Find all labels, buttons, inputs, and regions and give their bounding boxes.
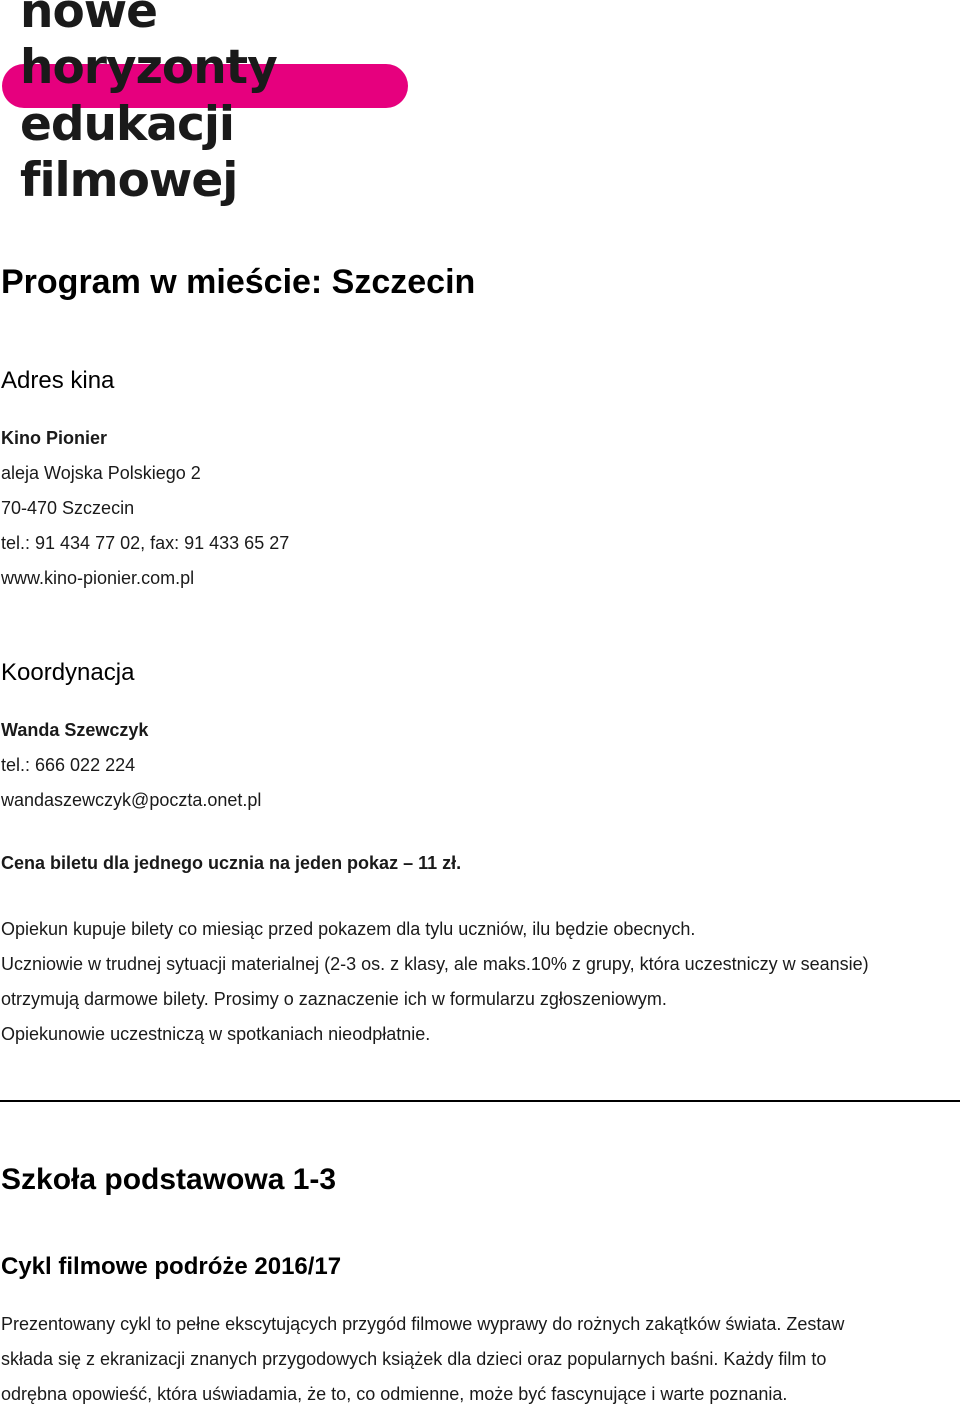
cycle-title: Cykl filmowe podróże 2016/17 (1, 1253, 342, 1280)
ticket-price: Cena biletu dla jednego ucznia na jeden pokaz – 11 zł. (1, 853, 462, 873)
cinema-street: aleja Wojska Polskiego 2 (1, 463, 201, 483)
info-line-3: otrzymują darmowe bilety. Prosimy o zaznaczenie ich w formularzu zgłoszeniowym. (1, 989, 667, 1009)
coordinator-email-link[interactable]: wandaszewczyk@poczta.onet.pl (1, 790, 262, 810)
cinema-name: Kino Pionier (1, 428, 108, 448)
nhef-logo (0, 0, 420, 215)
info-line-1: Opiekun kupuje bilety co miesiąc przed pokazem dla tylu uczniów, ilu będzie obecnych. (1, 919, 696, 939)
coordinator-phone: tel.: 666 022 224 (1, 755, 136, 775)
cinema-website-link[interactable]: www.kino-pionier.com.pl (1, 568, 195, 588)
cycle-description-line-3: odrębna opowieść, która uświadamia, że to, co odmienne, może być fascynujące i warte poznania. (1, 1384, 788, 1404)
school-heading: Szkoła podstawowa 1-3 (1, 1163, 337, 1196)
cinema-city: 70-470 Szczecin (1, 498, 135, 518)
cycle-description-line-1: Prezentowany cykl to pełne ekscytujących przygód filmowe wyprawy do rożnych zakątków świata. Zestaw (1, 1314, 845, 1334)
coordination-heading: Koordynacja (1, 659, 135, 686)
coordinator-name: Wanda Szewczyk (1, 720, 149, 740)
cinema-heading: Adres kina (1, 367, 115, 394)
logo-line-1: nowe (20, 0, 158, 39)
section-divider (0, 1100, 960, 1102)
page-title: Program w mieście: Szczecin (1, 263, 476, 301)
cinema-phone: tel.: 91 434 77 02, fax: 91 433 65 27 (1, 533, 290, 553)
info-line-4: Opiekunowie uczestniczą w spotkaniach nieodpłatnie. (1, 1024, 431, 1044)
logo-line-2: horyzonty (20, 40, 277, 95)
cycle-description-line-2: składa się z ekranizacji znanych przygodowych książek dla dzieci oraz popularnych baśni. Każdy film to (1, 1349, 827, 1369)
info-line-2: Uczniowie w trudnej sytuacji materialnej (2-3 os. z klasy, ale maks.10% z grupy, która uczestniczy w seansie) (1, 954, 869, 974)
logo-line-3: edukacji (20, 97, 235, 152)
logo-line-4: filmowej (20, 153, 238, 208)
